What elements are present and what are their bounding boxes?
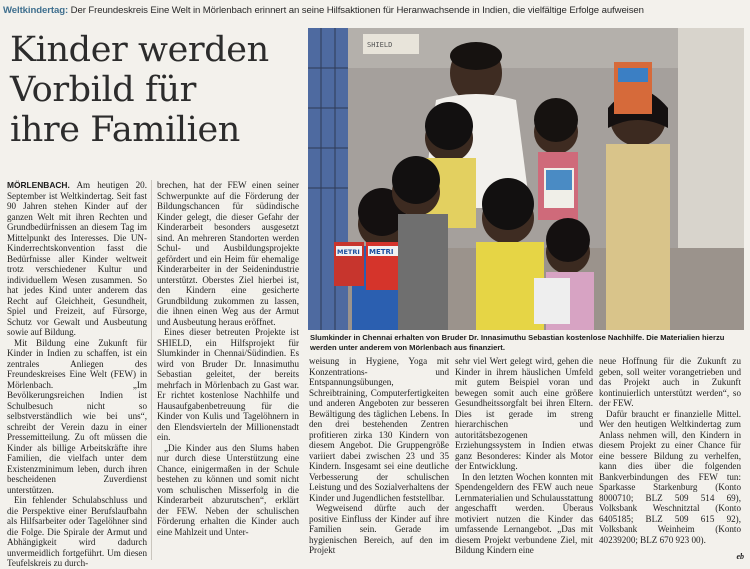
paragraph: neue Hoffnung für die Zukunft zu geben, soll weiter vorangetrieben und das Projekt auch in Zukunft kontinuierlich unterstützt werden“, so der FEW. (599, 356, 741, 408)
paragraph: sehr viel Wert gelegt wird, gehen die Kinder in ihrem häuslichen Umfeld mit gutem Beispiel voran und bewegen somit auch eine größere Gesundheitssorgfalt bei ihren Eltern. Dies ist gerade im streng hierarchischen und autoritätsbezogenen Erziehungssystem in Indien etwas ganz Besonderes: Kinder als Motor der Entwicklung. (455, 356, 593, 471)
headline-line: ihre Familien (10, 110, 240, 150)
column-4 (455, 356, 593, 558)
column-1 (7, 180, 147, 568)
paragraph: Wegweisend dürfte auch der positive Einfluss der Kinder auf ihre Familien sein. Gerade im hygienischen Bereich, auf den im Projekt (309, 503, 449, 555)
paragraph-text: Am heutigen 20. September ist Weltkindertag. Seit fast 90 Jahren stehen Kinder auf der ganzen Welt mit ihren Rechten und Grundbedürfnissen an diesem Tag im Mittelpunkt des Interesses. Die UN-Kinderrechtskonvention fasst die Bedürfnisse aller Kinder weltweit trotz verschiedener Kultur und individuellem Wesen zusammen. So hat jedes Kind unter anderem das Recht auf Gleichheit, Gesundheit, Spiel und Freizeit, auf Fürsorge, Schutz vor Gewalt und Ausbeutung sowie auf Bildung. (7, 180, 147, 337)
caption-bold: Slumkinder in Chennai erhalten von Bruder Dr. Innasimuthu Sebastian kostenlose Nachhilfe. Die Materialien hierzu werden unter anderem von Mörlenbach aus finanziert. (310, 333, 725, 352)
book-label-2: METRI (337, 248, 360, 256)
kicker (3, 4, 747, 18)
book-label: METRI (369, 248, 394, 256)
headline-line: Kinder werden (10, 30, 269, 70)
paragraph: Dafür braucht er finanzielle Mittel. Wer den heutigen Weltkindertag zum Anlass nehmen will, den Kindern in diesem Projekt zu einer Chance für eine bessere Bildung zu verhelfen, kann dies über die folgenden Bankverbindungen des FEW tun: Sparkasse Starkenburg (Konto 8000710; BLZ 509 514 69), Volksbank Weschnitztal (Konto 6405185; BLZ 509 615 92), Volksbank Weinheim (Konto 40239200; BLZ 670 923 00). (599, 408, 741, 545)
paragraph: weisung in Hygiene, Yoga mit Konzentrations- und Entspannungsübungen, Schreibtraining, Computerfertigkeiten und anderen Angeboten zur besseren Bewältigung des täglichen Lebens. In den drei bestehenden Zentren profitieren zirka 130 Kindern von diesem Angebot. Die Gruppengröße variiert dabei zwischen 23 und 35 Kindern. Insgesamt sei eine deutliche Verbesserung der schulischen Leistung und des Sozialverhaltens der Kinder und Jugendlichen feststellbar. (309, 356, 449, 503)
headline (10, 30, 310, 150)
column-2 (157, 180, 299, 558)
wall-note-text: SHIELD (367, 41, 393, 49)
paragraph: Mit Bildung eine Zukunft für Kinder in Indien zu schaffen, ist ein zentrales Anliegen des Freundeskreises Eine Welt (FEW) in Mörlenbach. „Im Bevölkerungsreichen Indien ist Schulbesuch nicht so selbstverständlich wie bei uns“, schreibt der Verein dazu in einer Pressemitteilung. Zu oft müssen die Kinder als billige Arbeitskräfte ihre Familien, die vielfach unter dem Existenzminimum leben, durch ihren bescheidenen Zuverdienst unterstützen. (7, 337, 147, 495)
paragraph (7, 180, 147, 338)
column-rule (151, 180, 152, 560)
column-5 (599, 356, 741, 558)
kicker-tag: Weltkindertag: (3, 5, 69, 16)
paragraph: Eines dieser betreuten Projekte ist SHIELD, ein Hilfsprojekt für Slumkinder in Chennai/Südindien. Es wird von Bruder Dr. Innasimuthu Sebastian geleitet, der bereits mehrfach in Mörlenbach zu Gast war. Er richtet kostenlose Nachhilfe und Hausaufgabenbetreuung für die Kinder von Kulis und Tagelöhnern in den Elendsvierteln der Millionenstadt ein. (157, 327, 299, 442)
article-photo (308, 28, 744, 330)
column-3 (309, 356, 449, 558)
kicker-dek: Der Freundeskreis Eine Welt in Mörlenbach erinnert an seine Hilfsaktionen für Heranwachsende in Indien, die vielfältige Erfolge aufweisen (68, 5, 644, 16)
paragraph: brechen, hat der FEW einen seiner Schwerpunkte auf die Förderung der Bildungschancen für südindische Kinder gelegt, die dieser Gefahr der Kinderarbeit besonders ausgesetzt sind. An mehreren Standorten werden Schul- und Ausbildungsprojekte gefördert und ein Heim für ehemalige Kinderarbeiter in der Seidenindustrie unterstützt. Oberstes Ziel hierbei ist, den Kindern eine gesicherte Grundbildung zukommen zu lassen, die ihnen einen Weg aus der Armut und Ausbeutung heraus eröffnet. (157, 180, 299, 327)
author-initials: eb (736, 552, 744, 561)
paragraph: Ein fehlender Schulabschluss und die Perspektive einer Berufslaufbahn als Hilfsarbeiter oder Tagelöhner sind die Folge. Die Spirale der Armut und Abhängigkeit wird dadurch unvermeidlich fortgeführt. Um diesen Teufelskreis zu durch- (7, 495, 147, 568)
headline-line: Vorbild für (10, 70, 197, 110)
photo-caption (310, 333, 746, 353)
slum-children-photo (308, 28, 744, 330)
dateline: MÖRLENBACH. (7, 180, 70, 190)
paragraph: „Die Kinder aus den Slums haben nur durch diese Unterstützung eine Chance, einigermaßen in der Schule bestehen zu können und somit nicht vom schulischen Misserfolg in die Kinderarbeit abzurutschen“, erklärt der FEW. Neben der schulischen Förderung erhalten die Kinder auch eine Mahlzeit und Unter- (157, 442, 299, 537)
paragraph: In den letzten Wochen konnten mit Spendengeldern des FEW auch neue Lernmaterialien und Schulausstattung angeschafft werden. Überaus motiviert nutzen die Kinder das umfassende Lernangebot. „Das mit diesem Projekt verbundene Ziel, mit Bildung Kindern eine (455, 471, 593, 555)
